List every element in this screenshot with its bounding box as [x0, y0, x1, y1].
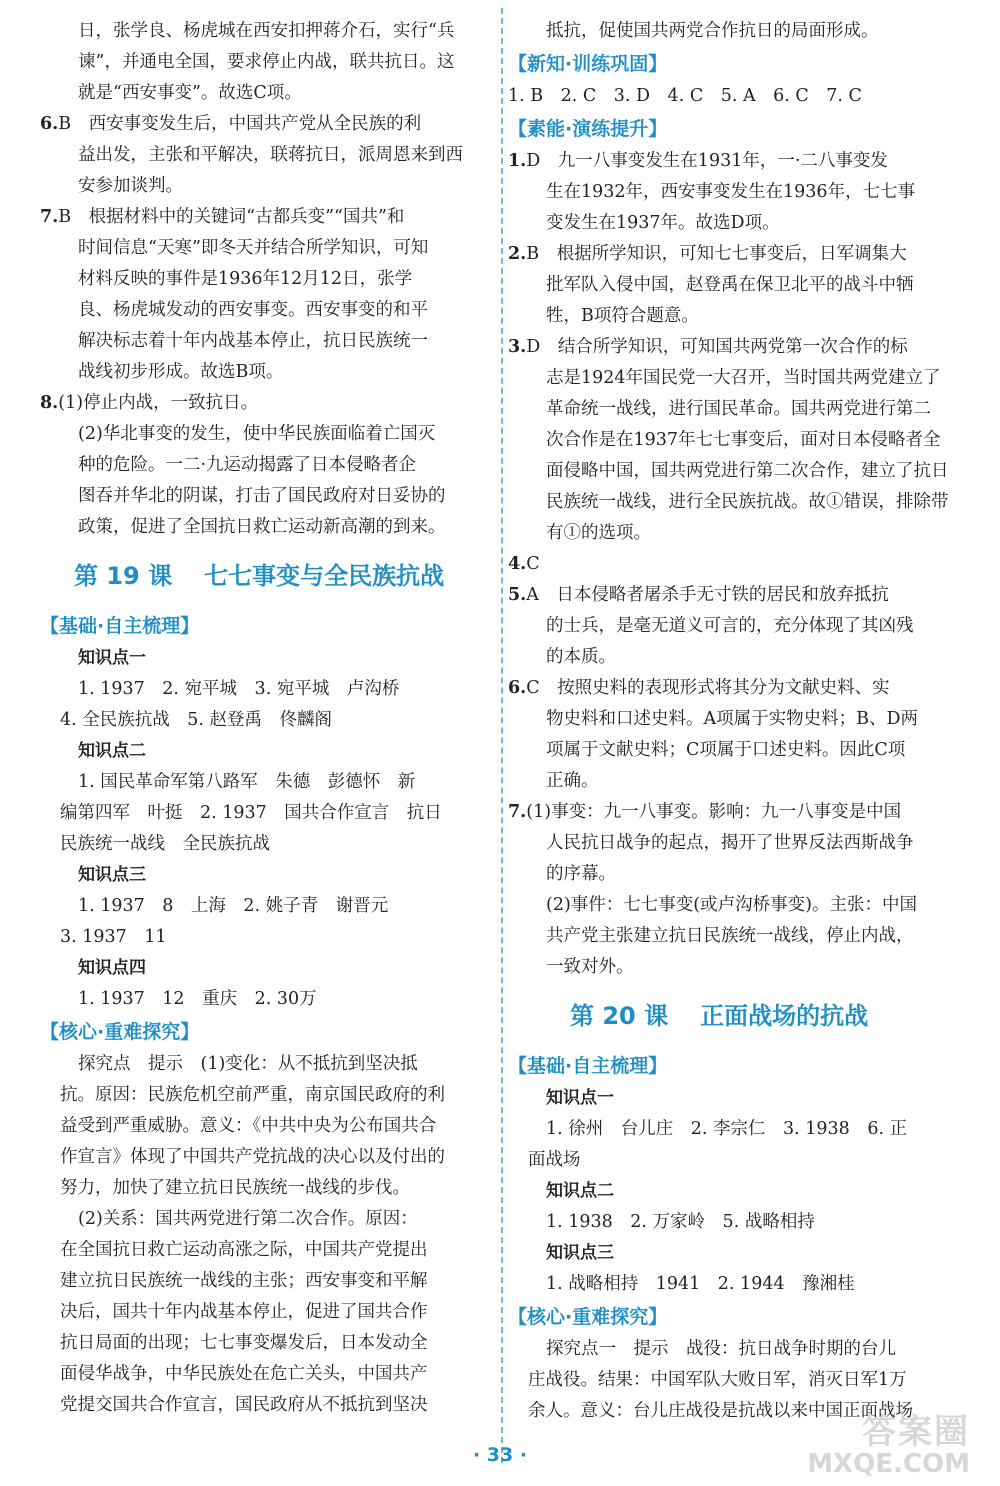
text-line	[40, 1266, 496, 1297]
text-line	[508, 642, 956, 673]
text-line	[40, 357, 496, 388]
answer-text: 生在1932年，西安事变发生在1936年，七七事	[546, 182, 916, 202]
lesson-number: 第 19 课	[74, 562, 173, 590]
text-line	[40, 767, 496, 798]
answer-text: A 日本侵略者屠杀手无寸铁的居民和放弃抵抗	[526, 585, 889, 605]
answer-text: C 按照史料的表现形式将其分为文献史料、实	[526, 678, 890, 698]
answer-text: 人民抗日战争的起点，揭开了世界反法西斯战争	[546, 833, 914, 853]
answer-text: 安参加谈判。	[78, 176, 183, 196]
text-line	[40, 1173, 496, 1204]
text-line	[508, 456, 956, 487]
answer-text: B 根据材料中的关键词“古都兵变”“国共”和	[58, 207, 405, 227]
text-line	[40, 171, 496, 202]
answer-text: 4. 全民族抗战 5. 赵登禹 佟麟阁	[60, 710, 333, 730]
knowledge-point-label	[508, 1176, 956, 1207]
answer-item	[508, 239, 956, 270]
question-number: 4.	[508, 554, 527, 574]
question-number: 7.	[508, 802, 527, 822]
left-column	[40, 16, 496, 1421]
text-line	[40, 674, 496, 705]
answer-text: 种的危险。一二·九运动揭露了日本侵略者企	[78, 455, 417, 475]
answer-item	[40, 202, 496, 233]
text-line	[40, 1204, 496, 1235]
text-line	[40, 326, 496, 357]
answer-item	[508, 673, 956, 704]
answer-text: 日，张学良、杨虎城在西安扣押蒋介石，实行“兵	[78, 21, 455, 41]
text-line	[508, 766, 956, 797]
text-line	[508, 890, 956, 921]
section-heading: 【基础·自主梳理】	[40, 615, 200, 637]
text-line	[508, 518, 956, 549]
section-heading: 【基础·自主梳理】	[508, 1055, 668, 1077]
answer-text: D 九一八事变发生在1931年，一·二八事变发	[526, 151, 888, 171]
knowledge-point-label	[508, 1238, 956, 1269]
lesson-heading	[40, 543, 496, 609]
answer-text: 牲，B项符合题意。	[546, 306, 699, 326]
text-line	[508, 611, 956, 642]
answer-text: 物史料和口述史料。A项属于实物史料；B、D两	[546, 709, 919, 729]
text-line	[40, 295, 496, 326]
knowledge-point-label	[508, 1083, 956, 1114]
lesson-heading	[508, 983, 956, 1049]
answer-text: 在全国抗日救亡运动高涨之际，中国共产党提出	[60, 1240, 428, 1260]
answer-item	[508, 332, 956, 363]
answer-text: 战线初步形成。故选B项。	[78, 362, 284, 382]
answer-text: 面侵略中国，国共两党进行第二次合作，建立了抗日	[546, 461, 949, 481]
answer-text: 抵抗，促使国共两党合作抗日的局面形成。	[546, 21, 879, 41]
question-number: 1.	[508, 151, 527, 171]
text-line	[508, 425, 956, 456]
text-line	[508, 828, 956, 859]
answer-text: 一致对外。	[546, 957, 634, 977]
answer-item	[508, 146, 956, 177]
question-number: 3.	[508, 337, 527, 357]
text-line	[40, 419, 496, 450]
answer-text: 次合作是在1937年七七事变后，面对日本侵略者全	[546, 430, 941, 450]
text-line	[40, 798, 496, 829]
answer-text: 1. 1937 12 重庆 2. 30万	[78, 989, 317, 1009]
answer-text: 的士兵，是毫无道义可言的，充分体现了其凶残	[546, 616, 914, 636]
text-line	[508, 301, 956, 332]
text-line	[40, 705, 496, 736]
text-line	[40, 512, 496, 543]
text-line	[40, 1080, 496, 1111]
question-number: 5.	[508, 585, 527, 605]
answer-text: 材料反映的事件是1936年12月12日，张学	[78, 269, 413, 289]
text-line	[40, 1328, 496, 1359]
answer-text: 谏”，并通电全国，要求停止内战，联共抗日。这	[78, 52, 455, 72]
text-line	[508, 177, 956, 208]
text-line	[40, 1111, 496, 1142]
answer-text: 民族统一战线，进行全民族抗战。故①错误，排除带	[546, 492, 949, 512]
knowledge-point-title: 知识点一	[78, 648, 146, 668]
knowledge-point-title: 知识点三	[546, 1243, 614, 1263]
answer-text: 项属于文献史料；C项属于口述史料。因此C项	[546, 740, 906, 760]
answer-text: 1. 国民革命军第八路军 朱德 彭德怀 新	[78, 772, 416, 792]
answer-text: 党提交国共合作宣言，国民政府从不抵抗到坚决	[60, 1395, 428, 1415]
answer-text: 时间信息“天寒”即冬天并结合所学知识，可知	[78, 238, 429, 258]
answer-text: 的本质。	[546, 647, 616, 667]
answer-item	[508, 580, 956, 611]
answer-text: 1. 1937 8 上海 2. 姚子青 谢晋元	[78, 896, 389, 916]
answer-text: 1. B 2. C 3. D 4. C 5. A 6. C 7. C	[508, 86, 862, 106]
knowledge-point-title: 知识点三	[78, 865, 146, 885]
text-line	[508, 81, 956, 112]
knowledge-point-title: 知识点二	[78, 741, 146, 761]
answer-text: 作宣言》体现了中国共产党抗战的决心以及付出的	[60, 1147, 445, 1167]
text-line	[40, 264, 496, 295]
text-line	[40, 891, 496, 922]
text-line	[508, 363, 956, 394]
answer-item	[508, 549, 956, 580]
lesson-title: 正面战场的抗战	[700, 1002, 869, 1030]
answer-text: 1. 战略相持 1941 2. 1944 豫湘桂	[546, 1274, 855, 1294]
question-number: 7.	[40, 207, 59, 227]
text-line	[40, 78, 496, 109]
answer-text: (1)事变：九一八事变。影响：九一八事变是中国	[526, 802, 902, 822]
knowledge-point-label	[40, 953, 496, 984]
text-line	[508, 270, 956, 301]
section-heading: 【核心·重难探究】	[40, 1021, 200, 1043]
answer-text: 探究点 提示 (1)变化：从不抵抗到坚决抵	[78, 1054, 418, 1074]
answer-text: 益出发，主张和平解决，联蒋抗日，派周恩来到西	[78, 145, 463, 165]
text-line	[508, 952, 956, 983]
answer-text: 1. 徐州 台儿庄 2. 李宗仁 3. 1938 6. 正	[546, 1119, 908, 1139]
lesson-title: 七七事变与全民族抗战	[204, 562, 445, 590]
text-line	[508, 1207, 956, 1238]
text-line	[508, 921, 956, 952]
answer-text: 益受到严重威胁。意义：《中共中央为公布国共合	[60, 1116, 437, 1136]
text-line	[40, 47, 496, 78]
answer-text: 图吞并华北的阴谋，打击了国民政府对日妥协的	[78, 486, 446, 506]
answer-text: 革命统一战线，进行国民革命。国共两党进行第二	[546, 399, 931, 419]
text-line	[40, 1235, 496, 1266]
answer-text: 抗。原因：民族危机空前严重，南京国民政府的利	[60, 1085, 445, 1105]
answer-text: 民族统一战线 全民族抗战	[60, 834, 270, 854]
answer-text: B 西安事变发生后，中国共产党从全民族的利	[58, 114, 422, 134]
text-line	[40, 829, 496, 860]
text-line	[40, 233, 496, 264]
answer-text: 面侵华战争，中华民族处在危亡关头，中国共产	[60, 1364, 428, 1384]
text-line	[508, 1269, 956, 1300]
section-heading: 【新知·训练巩固】	[508, 53, 668, 75]
answer-text: 决后，国共十年内战基本停止，促进了国共合作	[60, 1302, 428, 1322]
answer-text: 面战场	[528, 1150, 581, 1170]
answer-item	[508, 797, 956, 828]
section-heading: 【素能·演练提升】	[508, 118, 668, 140]
right-column	[508, 16, 956, 1427]
answer-text: 3. 1937 11	[60, 927, 167, 947]
answer-text: 正确。	[546, 771, 599, 791]
answer-item	[40, 388, 496, 419]
question-number: 2.	[508, 244, 527, 264]
question-number: 6.	[40, 114, 59, 134]
question-number: 8.	[40, 393, 59, 413]
answer-text: 庄战役。结果：中国军队大败日军，消灭日军1万	[528, 1370, 907, 1390]
answer-text: B 根据所学知识，可知七七事变后，日军调集大	[526, 244, 907, 264]
text-line	[40, 1359, 496, 1390]
answer-text: (2)关系：国共两党进行第二次合作。原因：	[78, 1209, 418, 1229]
answer-text: 良、杨虎城发动的西安事变。西安事变的和平	[78, 300, 428, 320]
answer-text: 探究点一 提示 战役：抗日战争时期的台儿	[546, 1339, 896, 1359]
watermark-logo	[807, 1404, 970, 1479]
text-line	[40, 1297, 496, 1328]
answer-text: D 结合所学知识，可知国共两党第一次合作的标	[526, 337, 908, 357]
answer-text: 余人。意义：台儿庄战役是抗战以来中国正面战场	[528, 1401, 913, 1421]
answer-text: (2)事件：七七事变(或卢沟桥事变)。主张：中国	[546, 895, 917, 915]
text-line	[40, 16, 496, 47]
text-line	[40, 1142, 496, 1173]
text-line	[40, 922, 496, 953]
text-line	[508, 1114, 956, 1145]
answer-item	[40, 109, 496, 140]
answer-text: 解决标志着十年内战基本停止，抗日民族统一	[78, 331, 428, 351]
text-line	[40, 140, 496, 171]
answer-text: 的序幕。	[546, 864, 616, 884]
answer-text: C	[526, 554, 540, 574]
text-line	[40, 1049, 496, 1080]
answer-text: 变发生在1937年。故选D项。	[546, 213, 780, 233]
text-line	[508, 1334, 956, 1365]
watermark-line2: MXQE.COM	[807, 1449, 970, 1479]
column-divider	[501, 8, 503, 1463]
text-line	[508, 487, 956, 518]
answer-text: 政策，促进了全国抗日救亡运动新高潮的到来。	[78, 517, 446, 537]
answer-text: 共产党主张建立抗日民族统一战线，停止内战，	[546, 926, 914, 946]
answer-text: 批军队入侵中国，赵登禹在保卫北平的战斗中牺	[546, 275, 914, 295]
answer-text: 抗日局面的出现；七七事变爆发后，日本发动全	[60, 1333, 428, 1353]
answer-text: 1. 1938 2. 万家岭 5. 战略相持	[546, 1212, 815, 1232]
text-line	[508, 704, 956, 735]
text-line	[508, 735, 956, 766]
answer-text: (2)华北事变的发生，使中华民族面临着亡国灭	[78, 424, 436, 444]
text-line	[508, 1145, 956, 1176]
answer-text: 有①的选项。	[546, 523, 651, 543]
text-line	[508, 394, 956, 425]
text-line	[508, 859, 956, 890]
answer-text: 建立抗日民族统一战线的主张；西安事变和平解	[60, 1271, 428, 1291]
question-number: 6.	[508, 678, 527, 698]
answer-text: 1. 1937 2. 宛平城 3. 宛平城 卢沟桥	[78, 679, 400, 699]
page-number: · 33 ·	[472, 1444, 528, 1466]
knowledge-point-label	[40, 860, 496, 891]
section-heading: 【核心·重难探究】	[508, 1306, 668, 1328]
text-line	[508, 208, 956, 239]
knowledge-point-title: 知识点一	[546, 1088, 614, 1108]
knowledge-point-title: 知识点二	[546, 1181, 614, 1201]
answer-text: 志是1924年国民党一大召开，当时国共两党建立了	[546, 368, 941, 388]
text-line	[508, 1365, 956, 1396]
answer-text: 努力，加快了建立抗日民族统一战线的步伐。	[60, 1178, 410, 1198]
answer-text: 就是“西安事变”。故选C项。	[78, 83, 302, 103]
text-line	[40, 984, 496, 1015]
lesson-number: 第 20 课	[570, 1002, 669, 1030]
knowledge-point-title: 知识点四	[78, 958, 146, 978]
knowledge-point-label	[40, 736, 496, 767]
knowledge-point-label	[40, 643, 496, 674]
text-line	[40, 450, 496, 481]
answer-text: 编第四军 叶挺 2. 1937 国共合作宣言 抗日	[60, 803, 442, 823]
text-line	[40, 481, 496, 512]
text-line	[40, 1390, 496, 1421]
text-line	[508, 16, 956, 47]
answer-text: (1)停止内战，一致抗日。	[58, 393, 259, 413]
watermark-line1: 答案圈	[862, 1412, 970, 1452]
